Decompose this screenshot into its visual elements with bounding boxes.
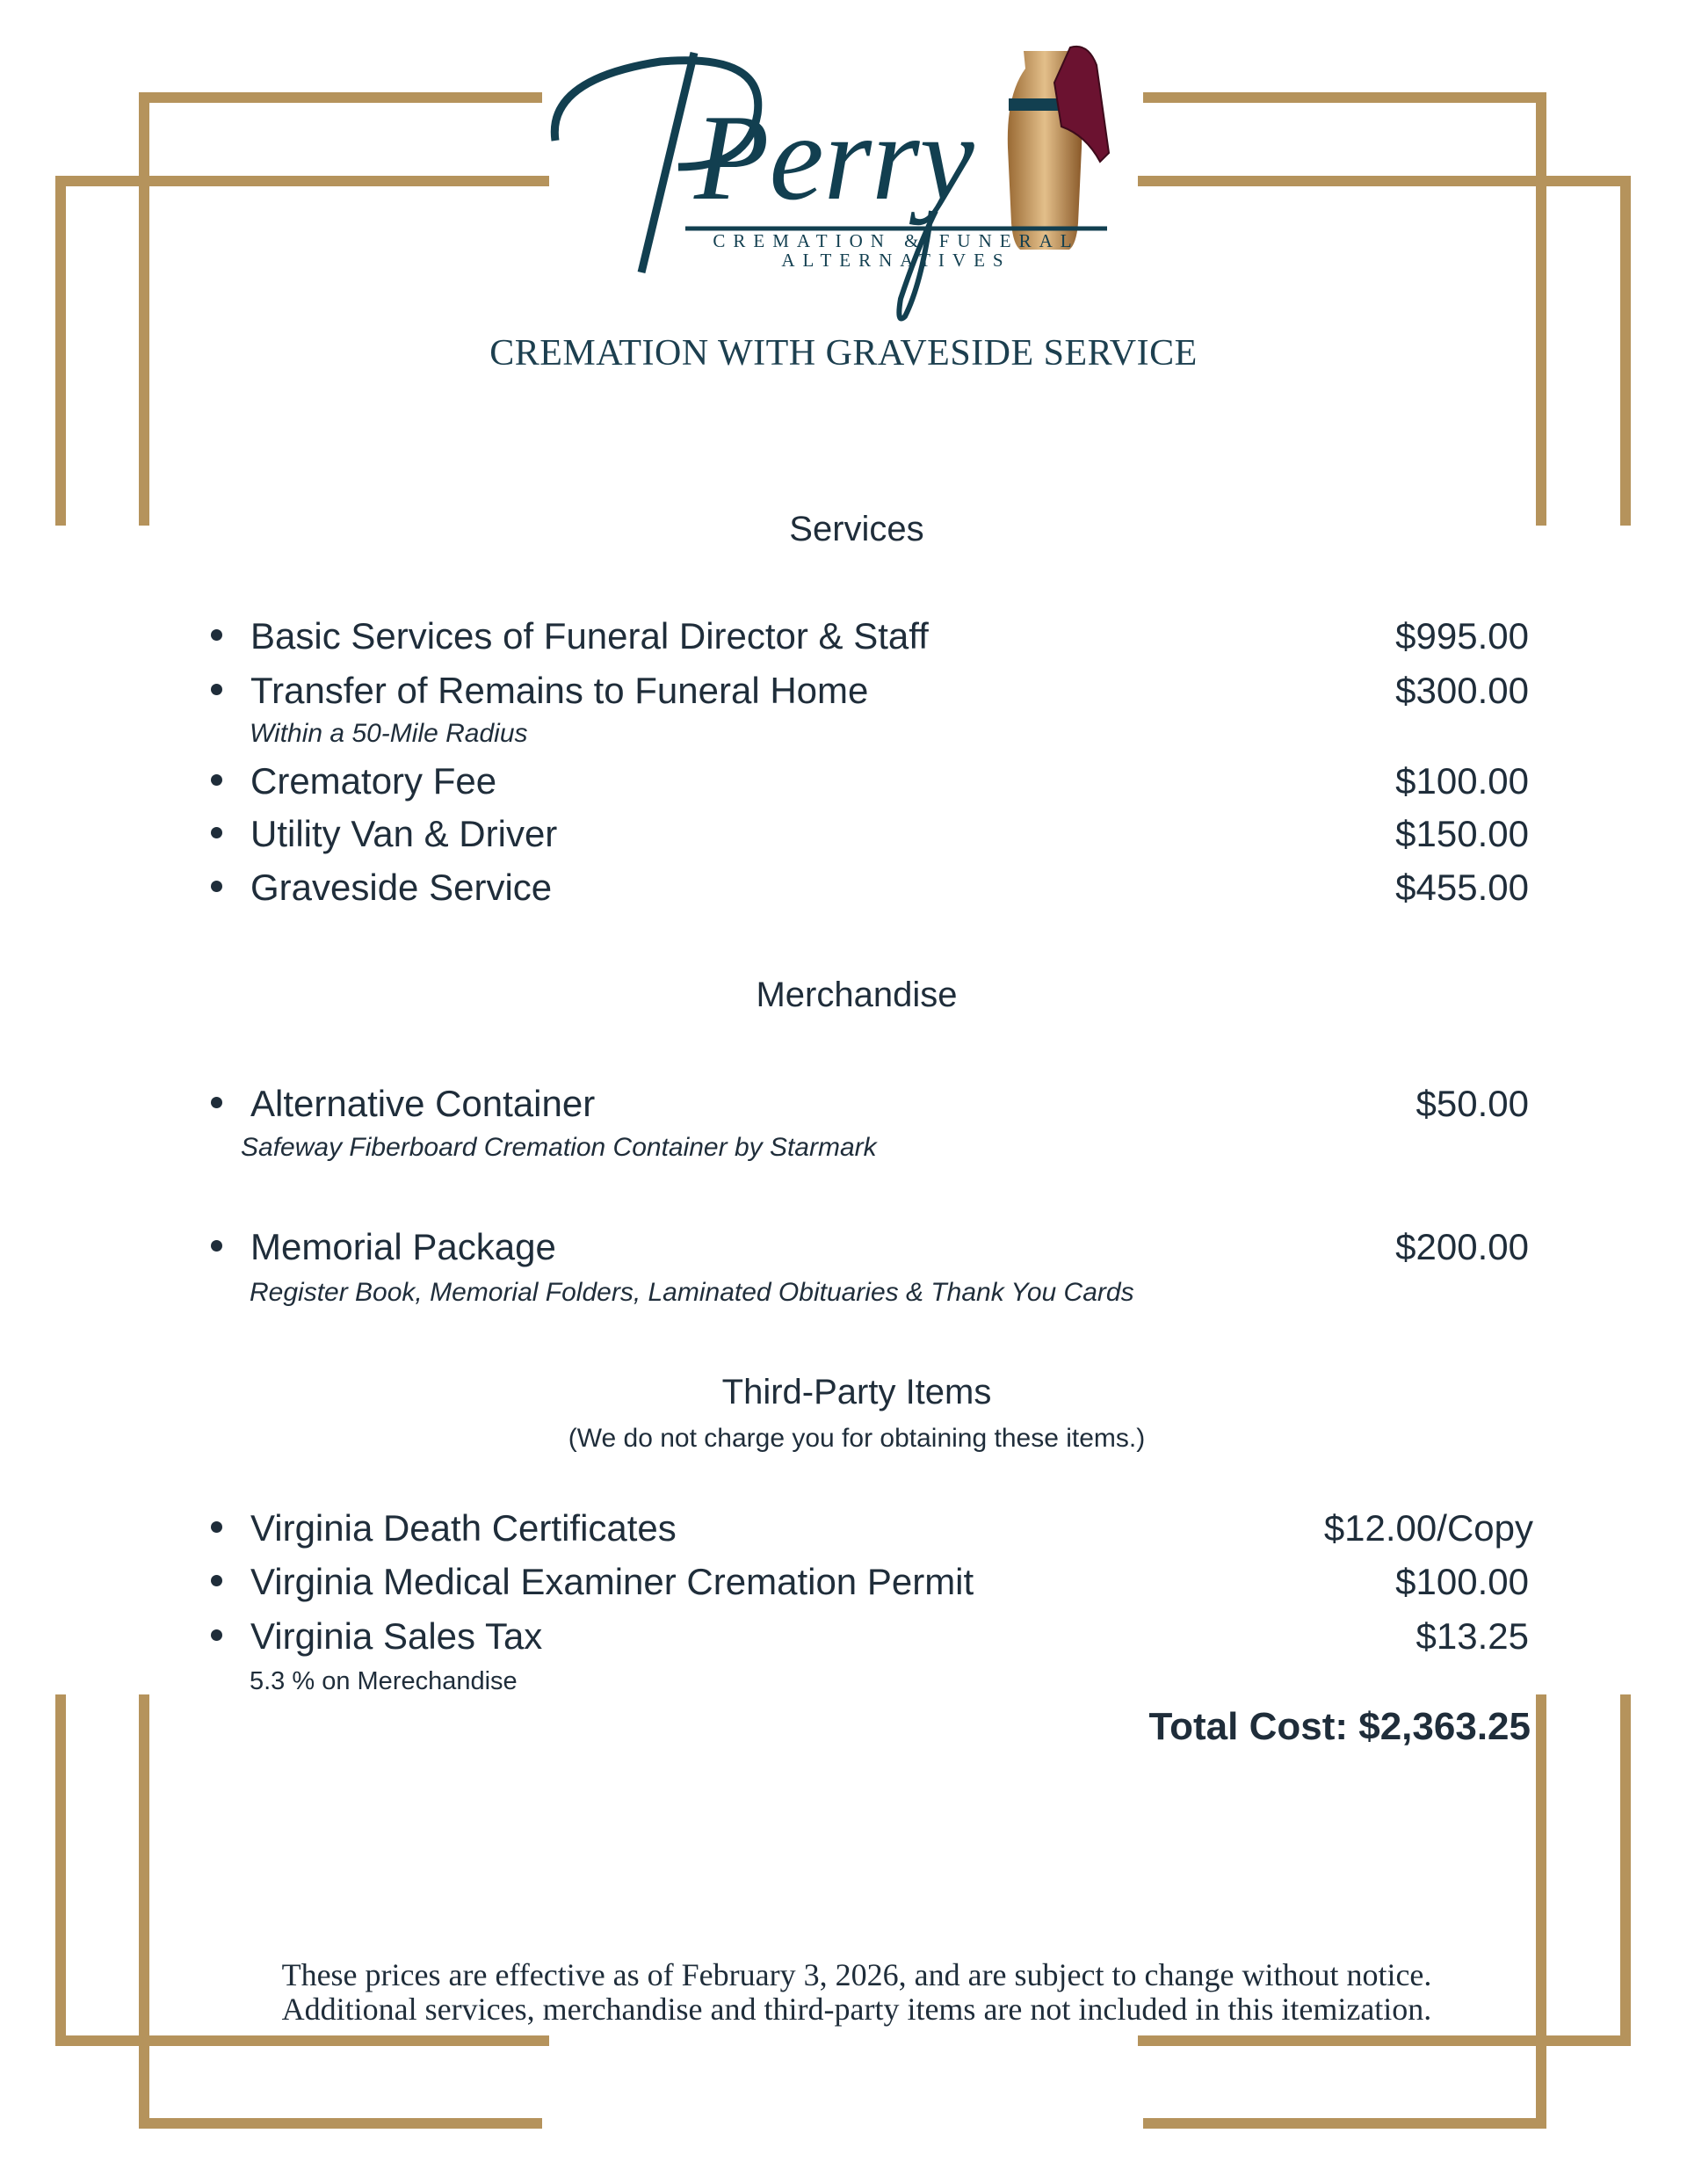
frame-line xyxy=(55,176,549,186)
item-price: $13.25 xyxy=(1415,1615,1529,1657)
item-price: $995.00 xyxy=(1395,615,1529,657)
logo-brand: Perry xyxy=(694,90,974,226)
list-item xyxy=(211,867,1529,911)
item-label: Alternative Container xyxy=(250,1083,596,1124)
third-party-heading: Third-Party Items xyxy=(721,1373,992,1411)
item-price: $100.00 xyxy=(1395,760,1529,802)
frame-line xyxy=(1536,92,1546,526)
item-price: $455.00 xyxy=(1395,867,1529,908)
frame-line xyxy=(139,1694,149,2129)
total-cost: Total Cost: $2,363.25 xyxy=(1148,1705,1531,1748)
frame-line xyxy=(1138,176,1631,186)
bullet-icon xyxy=(211,881,222,892)
list-item xyxy=(211,670,1529,714)
footer-line-2: Additional services, merchandise and third-party items are not included in this itemization. xyxy=(281,1992,1432,2027)
frame-line xyxy=(1536,1694,1546,2129)
frame-line xyxy=(139,92,542,103)
list-item xyxy=(211,1083,1529,1127)
list-item xyxy=(211,1561,1529,1605)
item-label: Memorial Package xyxy=(250,1226,556,1267)
item-price: $200.00 xyxy=(1395,1226,1529,1267)
bullet-icon xyxy=(211,774,222,786)
bullet-icon xyxy=(211,827,222,838)
item-price: $50.00 xyxy=(1415,1083,1529,1124)
frame-line xyxy=(1138,2035,1631,2046)
item-note: 5.3 % on Merechandise xyxy=(250,1667,518,1695)
merchandise-heading: Merchandise xyxy=(756,976,958,1014)
bullet-icon xyxy=(211,1521,222,1533)
bullet-icon xyxy=(211,1575,222,1586)
frame-line xyxy=(55,2035,549,2046)
list-item xyxy=(211,813,1529,857)
bullet-icon xyxy=(211,1097,222,1108)
company-logo xyxy=(545,35,1142,334)
list-item xyxy=(211,760,1529,804)
list-item xyxy=(211,1615,1529,1659)
item-price: $150.00 xyxy=(1395,813,1529,854)
list-item xyxy=(211,615,1529,659)
bullet-icon xyxy=(211,1240,222,1252)
item-label: Basic Services of Funeral Director & Staff xyxy=(250,615,929,657)
item-label: Virginia Medical Examiner Cremation Permit xyxy=(250,1561,974,1602)
footer-line-1: These prices are effective as of February 3, 2026, and are subject to change without notice. xyxy=(281,1957,1432,1992)
item-price: $100.00 xyxy=(1395,1561,1529,1602)
frame-line xyxy=(1143,92,1546,103)
item-label: Transfer of Remains to Funeral Home xyxy=(250,670,869,711)
item-note: Register Book, Memorial Folders, Laminated Obituaries & Thank You Cards xyxy=(250,1278,1134,1307)
frame-line xyxy=(139,92,149,526)
item-label: Utility Van & Driver xyxy=(250,813,558,854)
item-label: Crematory Fee xyxy=(250,760,497,802)
item-label: Virginia Death Certificates xyxy=(250,1507,677,1549)
services-heading: Services xyxy=(789,510,924,548)
page-title: CREMATION WITH GRAVESIDE SERVICE xyxy=(489,333,1198,374)
logo-tagline-2: ALTERNATIVES xyxy=(781,250,1011,271)
item-price: $12.00/Copy xyxy=(1323,1507,1533,1549)
item-label: Virginia Sales Tax xyxy=(250,1615,543,1657)
frame-line xyxy=(1143,2118,1546,2129)
frame-line xyxy=(139,2118,542,2129)
footer-disclaimer xyxy=(0,1958,1687,2027)
bullet-icon xyxy=(211,1629,222,1641)
logo-tagline-1: CREMATION & FUNERAL xyxy=(713,230,1080,251)
third-party-note: (We do not charge you for obtaining these items.) xyxy=(568,1424,1146,1453)
item-note: Within a 50-Mile Radius xyxy=(250,719,528,748)
list-item xyxy=(211,1226,1529,1270)
item-label: Graveside Service xyxy=(250,867,553,908)
list-item xyxy=(211,1507,1533,1551)
bullet-icon xyxy=(211,684,222,695)
item-note: Safeway Fiberboard Cremation Container by Starmark xyxy=(241,1133,877,1162)
bullet-icon xyxy=(211,629,222,641)
item-price: $300.00 xyxy=(1395,670,1529,711)
